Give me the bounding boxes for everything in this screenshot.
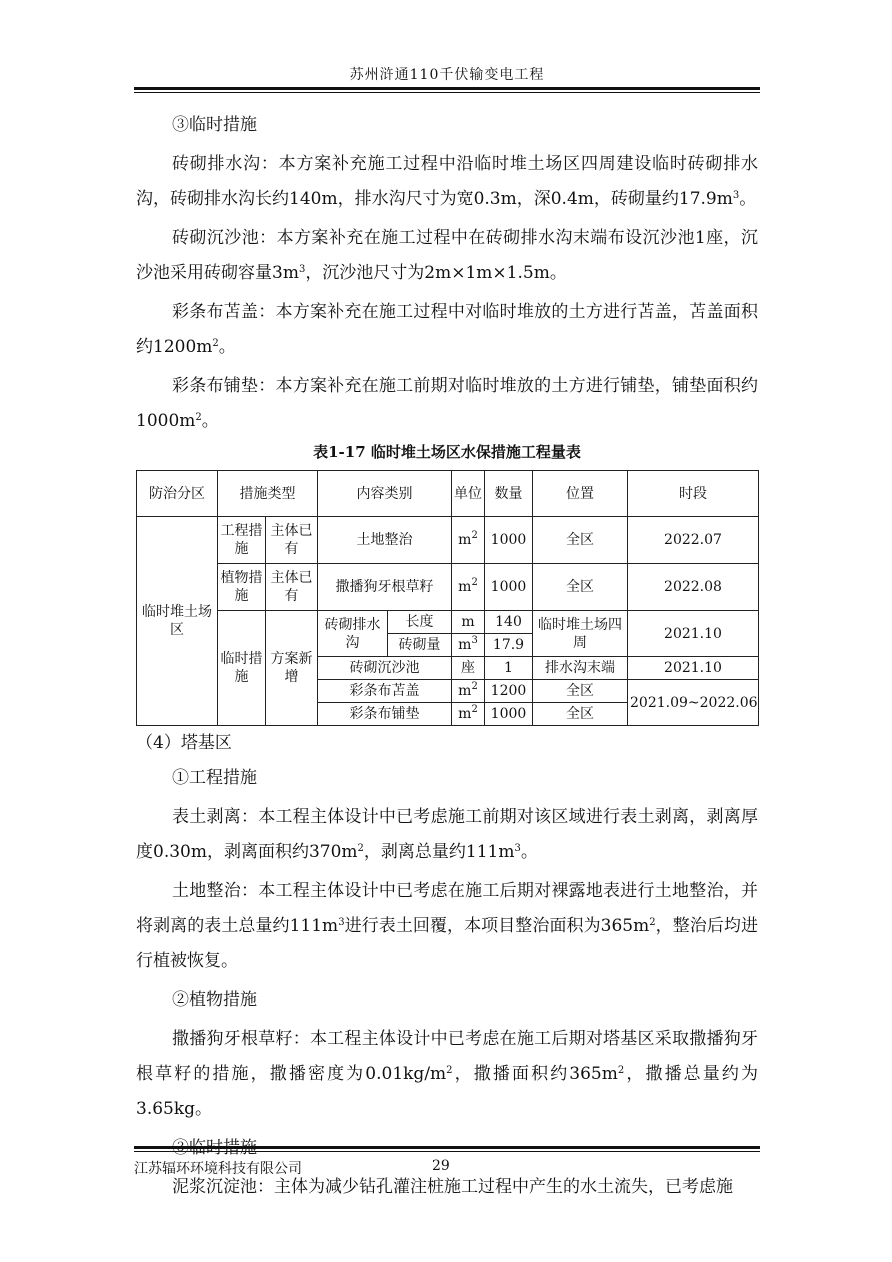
header-type: 措施类型 xyxy=(218,471,318,517)
eng-measures-heading: ①工程措施 xyxy=(172,768,257,788)
temp-measures-heading: ③临时措施 xyxy=(172,115,257,135)
unit-cell: $m^2$ xyxy=(452,680,485,703)
loc-cell: 全区 xyxy=(533,517,628,564)
header-loc: 位置 xyxy=(533,471,628,517)
header-rule-thin xyxy=(134,92,760,93)
para-tarp-cover: 彩条布苫盖：本方案补充在施工过程中对临时堆放的土方进行苫盖，苫盖面积约$1200m^2$。 xyxy=(136,302,758,357)
header-zone: 防治分区 xyxy=(137,471,218,517)
header-rule-thick xyxy=(134,87,760,90)
content-cell: 彩条布铺垫 xyxy=(318,703,452,726)
ditch-name-cell: 砖砌排水沟 xyxy=(318,611,388,657)
unit-cell: 座 xyxy=(452,657,485,680)
para-tarp-mat: 彩条布铺垫：本方案补充在施工前期对临时堆放的土方进行铺垫，铺垫面积约$1000m^2$。 xyxy=(136,376,758,431)
content-cell: 撒播狗牙根草籽 xyxy=(318,564,452,611)
table-caption: 表1-17 临时堆土场区水保措施工程量表 xyxy=(313,443,581,461)
tower-section-heading: （4）塔基区 xyxy=(136,733,232,753)
para-land-grading: 土地整治：本工程主体设计中已考虑在施工后期对裸露地表进行土地整治，并将剥离的表土总量约$111m^3$进行表土回覆，本项目整治面积为$365m^2$，整治后均进行植被恢复。 xyxy=(136,881,758,971)
period-cell: 2022.07 xyxy=(628,517,759,564)
loc-cell: 临时堆土场四周 xyxy=(533,611,628,657)
period-cell: 2021.09~2022.06 xyxy=(628,680,759,726)
qty-cell: 1 xyxy=(485,657,533,680)
document-body xyxy=(136,108,758,1205)
loc-cell: 全区 xyxy=(533,564,628,611)
footer-rule-thick xyxy=(134,1146,760,1149)
qty-cell: 1000 xyxy=(485,517,533,564)
table-row xyxy=(137,564,759,611)
footer-rule-thin xyxy=(134,1151,760,1152)
para-topsoil-strip: 表土剥离：本工程主体设计中已考虑施工前期对该区域进行表土剥离，剥离厚度0.30m，剥离面积约$370m^2$，剥离总量约$111m^3$。 xyxy=(136,807,758,862)
qty-cell: 140 xyxy=(485,611,533,634)
footer-company: 江苏辐环环境科技有限公司 xyxy=(134,1161,302,1177)
type2-cell: 主体已有 xyxy=(266,564,318,611)
ditch-vol-label: 砖砌量 xyxy=(388,634,452,657)
header-period: 时段 xyxy=(628,471,759,517)
qty-cell: 17.9 xyxy=(485,634,533,657)
type1-cell: 植物措施 xyxy=(218,564,266,611)
measures-table xyxy=(136,470,759,726)
para-brick-ditch: 砖砌排水沟：本方案补充施工过程中沿临时堆土场区四周建设临时砖砌排水沟，砖砌排水沟长约140m，排水沟尺寸为宽0.3m，深0.4m，砖砌量约$17.9m^3$。 xyxy=(136,154,758,209)
plant-measures-heading: ②植物措施 xyxy=(172,990,257,1010)
ditch-len-label: 长度 xyxy=(388,611,452,634)
unit-cell: $m^2$ xyxy=(452,564,485,611)
unit-cell: m xyxy=(452,611,485,634)
loc-cell: 全区 xyxy=(533,703,628,726)
qty-cell: 1200 xyxy=(485,680,533,703)
loc-cell: 排水沟末端 xyxy=(533,657,628,680)
para-grass-seeding: 撒播狗牙根草籽：本工程主体设计中已考虑在施工后期对塔基区采取撒播狗牙根草籽的措施，撒播密度为$0.01kg/m^2$，撒播面积约$365m^2$，撒播总量约为3.65kg。 xyxy=(136,1029,758,1119)
content-cell: 彩条布苫盖 xyxy=(318,680,452,703)
content-cell: 土地整治 xyxy=(318,517,452,564)
header-content: 内容类别 xyxy=(318,471,452,517)
type1-cell: 临时措施 xyxy=(218,611,266,726)
unit-cell: $m^3$ xyxy=(452,634,485,657)
table-header-row xyxy=(137,471,759,517)
header-title: 苏州浒通110千伏输变电工程 xyxy=(349,67,545,83)
content-cell: 砖砌沉沙池 xyxy=(318,657,452,680)
zone-cell: 临时堆土场区 xyxy=(137,517,218,726)
header-unit: 单位 xyxy=(452,471,485,517)
table-row xyxy=(137,611,759,634)
qty-cell: 1000 xyxy=(485,564,533,611)
para-sand-basin: 砖砌沉沙池：本方案补充在施工过程中在砖砌排水沟末端布设沉沙池1座，沉沙池采用砖砌容量$3m^3$，沉沙池尺寸为2m×1m×1.5m。 xyxy=(136,228,758,283)
header-qty: 数量 xyxy=(485,471,533,517)
unit-cell: $m^2$ xyxy=(452,703,485,726)
type2-cell: 方案新增 xyxy=(266,611,318,726)
qty-cell: 1000 xyxy=(485,703,533,726)
type1-cell: 工程措施 xyxy=(218,517,266,564)
unit-cell: $m^2$ xyxy=(452,517,485,564)
loc-cell: 全区 xyxy=(533,680,628,703)
period-cell: 2021.10 xyxy=(628,611,759,657)
period-cell: 2021.10 xyxy=(628,657,759,680)
para-mud-basin: 泥浆沉淀池：主体为减少钻孔灌注桩施工过程中产生的水土流失，已考虑施 xyxy=(172,1177,733,1197)
type2-cell: 主体已有 xyxy=(266,517,318,564)
page-number: 29 xyxy=(432,1158,450,1174)
period-cell: 2022.08 xyxy=(628,564,759,611)
table-row xyxy=(137,517,759,564)
